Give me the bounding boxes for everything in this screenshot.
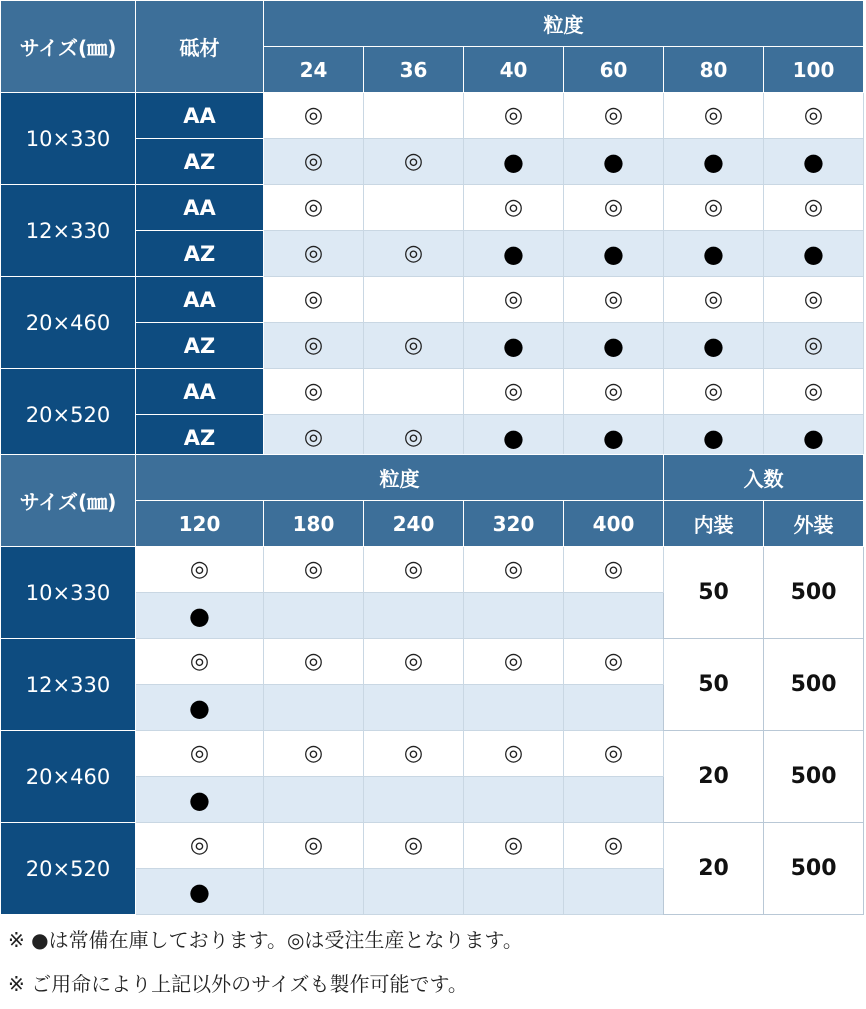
grit-cell (136, 593, 264, 639)
material-cell: AA (136, 185, 264, 231)
grit-cell (564, 369, 664, 415)
in-stock-mark: ● (703, 147, 724, 176)
made-to-order-mark: ◎ (603, 195, 624, 220)
table-row (1, 823, 864, 869)
grit-col-header: 240 (364, 501, 464, 547)
grit-cell (664, 277, 764, 323)
grit-cell (664, 139, 764, 185)
inner-quantity-cell: 50 (664, 639, 764, 731)
made-to-order-mark: ◎ (303, 287, 324, 312)
grit-cell (464, 231, 564, 277)
grit-cell (564, 685, 664, 731)
grit-cell (264, 369, 364, 415)
in-stock-mark: ● (503, 239, 524, 268)
grit-cell (564, 185, 664, 231)
grit-cell (264, 823, 364, 869)
size-cell: 10×330 (1, 547, 136, 639)
grit-cell (136, 685, 264, 731)
made-to-order-mark: ◎ (303, 741, 324, 766)
in-stock-mark: ● (503, 331, 524, 360)
grit-cell (564, 547, 664, 593)
grit-cell (264, 639, 364, 685)
note-custom: ※ ご用命により上記以外のサイズも製作可能です。 (8, 972, 468, 996)
in-stock-mark: ● (803, 239, 824, 268)
made-to-order-mark: ◎ (503, 833, 524, 858)
grit-cell (764, 277, 864, 323)
inner-quantity-cell: 20 (664, 823, 764, 915)
material-header: 砥材 (136, 1, 264, 93)
grit-cell (364, 869, 464, 915)
material-cell: AZ (136, 323, 264, 369)
made-to-order-mark: ◎ (603, 741, 624, 766)
grit-cell (264, 231, 364, 277)
grit-cell (464, 547, 564, 593)
in-stock-mark: ● (803, 423, 824, 452)
in-stock-mark: ● (603, 331, 624, 360)
made-to-order-mark: ◎ (303, 241, 324, 266)
grit-cell (564, 93, 664, 139)
grit-cell (464, 185, 564, 231)
grit-cell (464, 823, 564, 869)
grit-cell (764, 139, 864, 185)
grit-cell (364, 323, 464, 369)
quantity-col-header: 外装 (764, 501, 864, 547)
grit-cell (764, 369, 864, 415)
made-to-order-mark: ◎ (503, 287, 524, 312)
grit-col-header: 80 (664, 47, 764, 93)
made-to-order-mark: ◎ (603, 649, 624, 674)
size-cell: 10×330 (1, 93, 136, 185)
size-cell: 20×520 (1, 823, 136, 915)
made-to-order-mark: ◎ (603, 833, 624, 858)
made-to-order-mark: ◎ (189, 649, 210, 674)
made-to-order-mark: ◎ (603, 287, 624, 312)
made-to-order-mark: ◎ (403, 557, 424, 582)
grit-cell (364, 639, 464, 685)
made-to-order-mark: ◎ (189, 833, 210, 858)
made-to-order-mark: ◎ (403, 741, 424, 766)
made-to-order-mark: ◎ (303, 333, 324, 358)
outer-quantity-cell: 500 (764, 639, 864, 731)
made-to-order-mark: ◎ (303, 557, 324, 582)
made-to-order-mark: ◎ (803, 103, 824, 128)
made-to-order-mark: ◎ (503, 557, 524, 582)
made-to-order-mark: ◎ (403, 649, 424, 674)
made-to-order-mark: ◎ (189, 741, 210, 766)
material-cell: AZ (136, 415, 264, 461)
grit-cell (764, 231, 864, 277)
grit-col-header: 320 (464, 501, 564, 547)
made-to-order-mark: ◎ (403, 833, 424, 858)
grit-col-header: 40 (464, 47, 564, 93)
grit-cell (664, 93, 764, 139)
grit-cell (136, 777, 264, 823)
table-row (1, 185, 864, 231)
grit-cell (136, 731, 264, 777)
made-to-order-mark: ◎ (303, 103, 324, 128)
grit-cell (264, 547, 364, 593)
size-header: サイズ(㎜) (1, 455, 136, 547)
grit-cell (764, 93, 864, 139)
outer-quantity-cell: 500 (764, 731, 864, 823)
grit-cell (764, 185, 864, 231)
grit-cell (264, 93, 364, 139)
size-cell: 12×330 (1, 639, 136, 731)
grit-cell (464, 593, 564, 639)
made-to-order-mark: ◎ (303, 425, 324, 450)
table-row (1, 277, 864, 323)
table-row (1, 93, 864, 139)
grit-col-header: 400 (564, 501, 664, 547)
grit-cell (564, 593, 664, 639)
outer-quantity-cell: 500 (764, 547, 864, 639)
in-stock-mark: ● (189, 601, 210, 630)
grit-col-header: 100 (764, 47, 864, 93)
made-to-order-mark: ◎ (703, 195, 724, 220)
grit-cell (364, 593, 464, 639)
grit-col-header: 180 (264, 501, 364, 547)
grit-col-header: 60 (564, 47, 664, 93)
grit-cell (664, 323, 764, 369)
grit-cell (464, 869, 564, 915)
grit-cell (464, 639, 564, 685)
made-to-order-mark: ◎ (503, 649, 524, 674)
grit-cell (364, 777, 464, 823)
grit-cell (364, 369, 464, 415)
size-cell: 20×520 (1, 369, 136, 461)
grit-table-1 (0, 0, 864, 461)
grit-cell (264, 593, 364, 639)
made-to-order-mark: ◎ (703, 379, 724, 404)
in-stock-mark: ● (603, 147, 624, 176)
grit-header: 粒度 (264, 1, 864, 47)
grit-cell (264, 731, 364, 777)
made-to-order-mark: ◎ (503, 379, 524, 404)
grit-cell (464, 731, 564, 777)
grit-cell (364, 277, 464, 323)
grit-cell (364, 139, 464, 185)
made-to-order-mark: ◎ (303, 379, 324, 404)
size-cell: 20×460 (1, 731, 136, 823)
grit-header: 粒度 (136, 455, 664, 501)
table-row (1, 639, 864, 685)
size-cell: 12×330 (1, 185, 136, 277)
grit-cell (264, 323, 364, 369)
material-cell: AA (136, 369, 264, 415)
grit-cell (264, 777, 364, 823)
made-to-order-mark: ◎ (303, 649, 324, 674)
made-to-order-mark: ◎ (303, 833, 324, 858)
outer-quantity-cell: 500 (764, 823, 864, 915)
made-to-order-mark: ◎ (303, 149, 324, 174)
made-to-order-mark: ◎ (603, 103, 624, 128)
material-cell: AA (136, 277, 264, 323)
material-cell: AA (136, 93, 264, 139)
grit-cell (664, 231, 764, 277)
grit-cell (264, 869, 364, 915)
grit-cell (564, 823, 664, 869)
grit-cell (464, 139, 564, 185)
grit-cell (264, 139, 364, 185)
made-to-order-mark: ◎ (503, 195, 524, 220)
grit-cell (136, 547, 264, 593)
made-to-order-mark: ◎ (703, 103, 724, 128)
made-to-order-mark: ◎ (703, 287, 724, 312)
in-stock-mark: ● (703, 239, 724, 268)
in-stock-mark: ● (503, 147, 524, 176)
grit-cell (136, 869, 264, 915)
grit-cell (564, 869, 664, 915)
grit-cell (464, 685, 564, 731)
grit-cell (564, 777, 664, 823)
grit-cell (464, 777, 564, 823)
size-header: サイズ(㎜) (1, 1, 136, 93)
inner-quantity-cell: 20 (664, 731, 764, 823)
in-stock-mark: ● (703, 331, 724, 360)
in-stock-mark: ● (803, 147, 824, 176)
table-row (1, 369, 864, 415)
made-to-order-mark: ◎ (803, 287, 824, 312)
table-row (1, 731, 864, 777)
made-to-order-mark: ◎ (503, 103, 524, 128)
grit-cell (264, 685, 364, 731)
made-to-order-mark: ◎ (303, 195, 324, 220)
in-stock-mark: ● (603, 239, 624, 268)
grit-cell (464, 369, 564, 415)
in-stock-mark: ● (189, 785, 210, 814)
made-to-order-mark: ◎ (603, 557, 624, 582)
grit-cell (464, 93, 564, 139)
grit-cell (264, 185, 364, 231)
made-to-order-mark: ◎ (803, 379, 824, 404)
grit-col-header: 120 (136, 501, 264, 547)
grit-cell (764, 323, 864, 369)
grit-cell (564, 139, 664, 185)
in-stock-mark: ● (189, 693, 210, 722)
grit-cell (264, 277, 364, 323)
grit-cell (136, 823, 264, 869)
quantity-col-header: 内装 (664, 501, 764, 547)
grit-cell (564, 277, 664, 323)
note-stock: ※ ●は常備在庫しております。◎は受注生産となります。 (8, 928, 523, 952)
in-stock-mark: ● (703, 423, 724, 452)
grit-cell (364, 231, 464, 277)
grit-cell (664, 369, 764, 415)
material-cell: AZ (136, 139, 264, 185)
made-to-order-mark: ◎ (403, 425, 424, 450)
made-to-order-mark: ◎ (403, 333, 424, 358)
table-row (1, 547, 864, 593)
made-to-order-mark: ◎ (503, 741, 524, 766)
made-to-order-mark: ◎ (803, 333, 824, 358)
made-to-order-mark: ◎ (803, 195, 824, 220)
inner-quantity-cell: 50 (664, 547, 764, 639)
grit-cell (364, 685, 464, 731)
grit-cell (564, 323, 664, 369)
made-to-order-mark: ◎ (603, 379, 624, 404)
quantity-header: 入数 (664, 455, 864, 501)
size-cell: 20×460 (1, 277, 136, 369)
made-to-order-mark: ◎ (403, 241, 424, 266)
grit-cell (464, 323, 564, 369)
grit-cell (364, 185, 464, 231)
grit-cell (664, 185, 764, 231)
grit-col-header: 24 (264, 47, 364, 93)
grit-cell (364, 93, 464, 139)
made-to-order-mark: ◎ (189, 557, 210, 582)
grit-table-2 (0, 454, 864, 915)
material-cell: AZ (136, 231, 264, 277)
in-stock-mark: ● (603, 423, 624, 452)
grit-col-header: 36 (364, 47, 464, 93)
in-stock-mark: ● (503, 423, 524, 452)
in-stock-mark: ● (189, 877, 210, 906)
grit-cell (564, 231, 664, 277)
grit-cell (364, 731, 464, 777)
grit-cell (136, 639, 264, 685)
grit-cell (464, 277, 564, 323)
grit-cell (564, 731, 664, 777)
grit-cell (364, 823, 464, 869)
grit-cell (564, 639, 664, 685)
grit-cell (364, 547, 464, 593)
made-to-order-mark: ◎ (403, 149, 424, 174)
